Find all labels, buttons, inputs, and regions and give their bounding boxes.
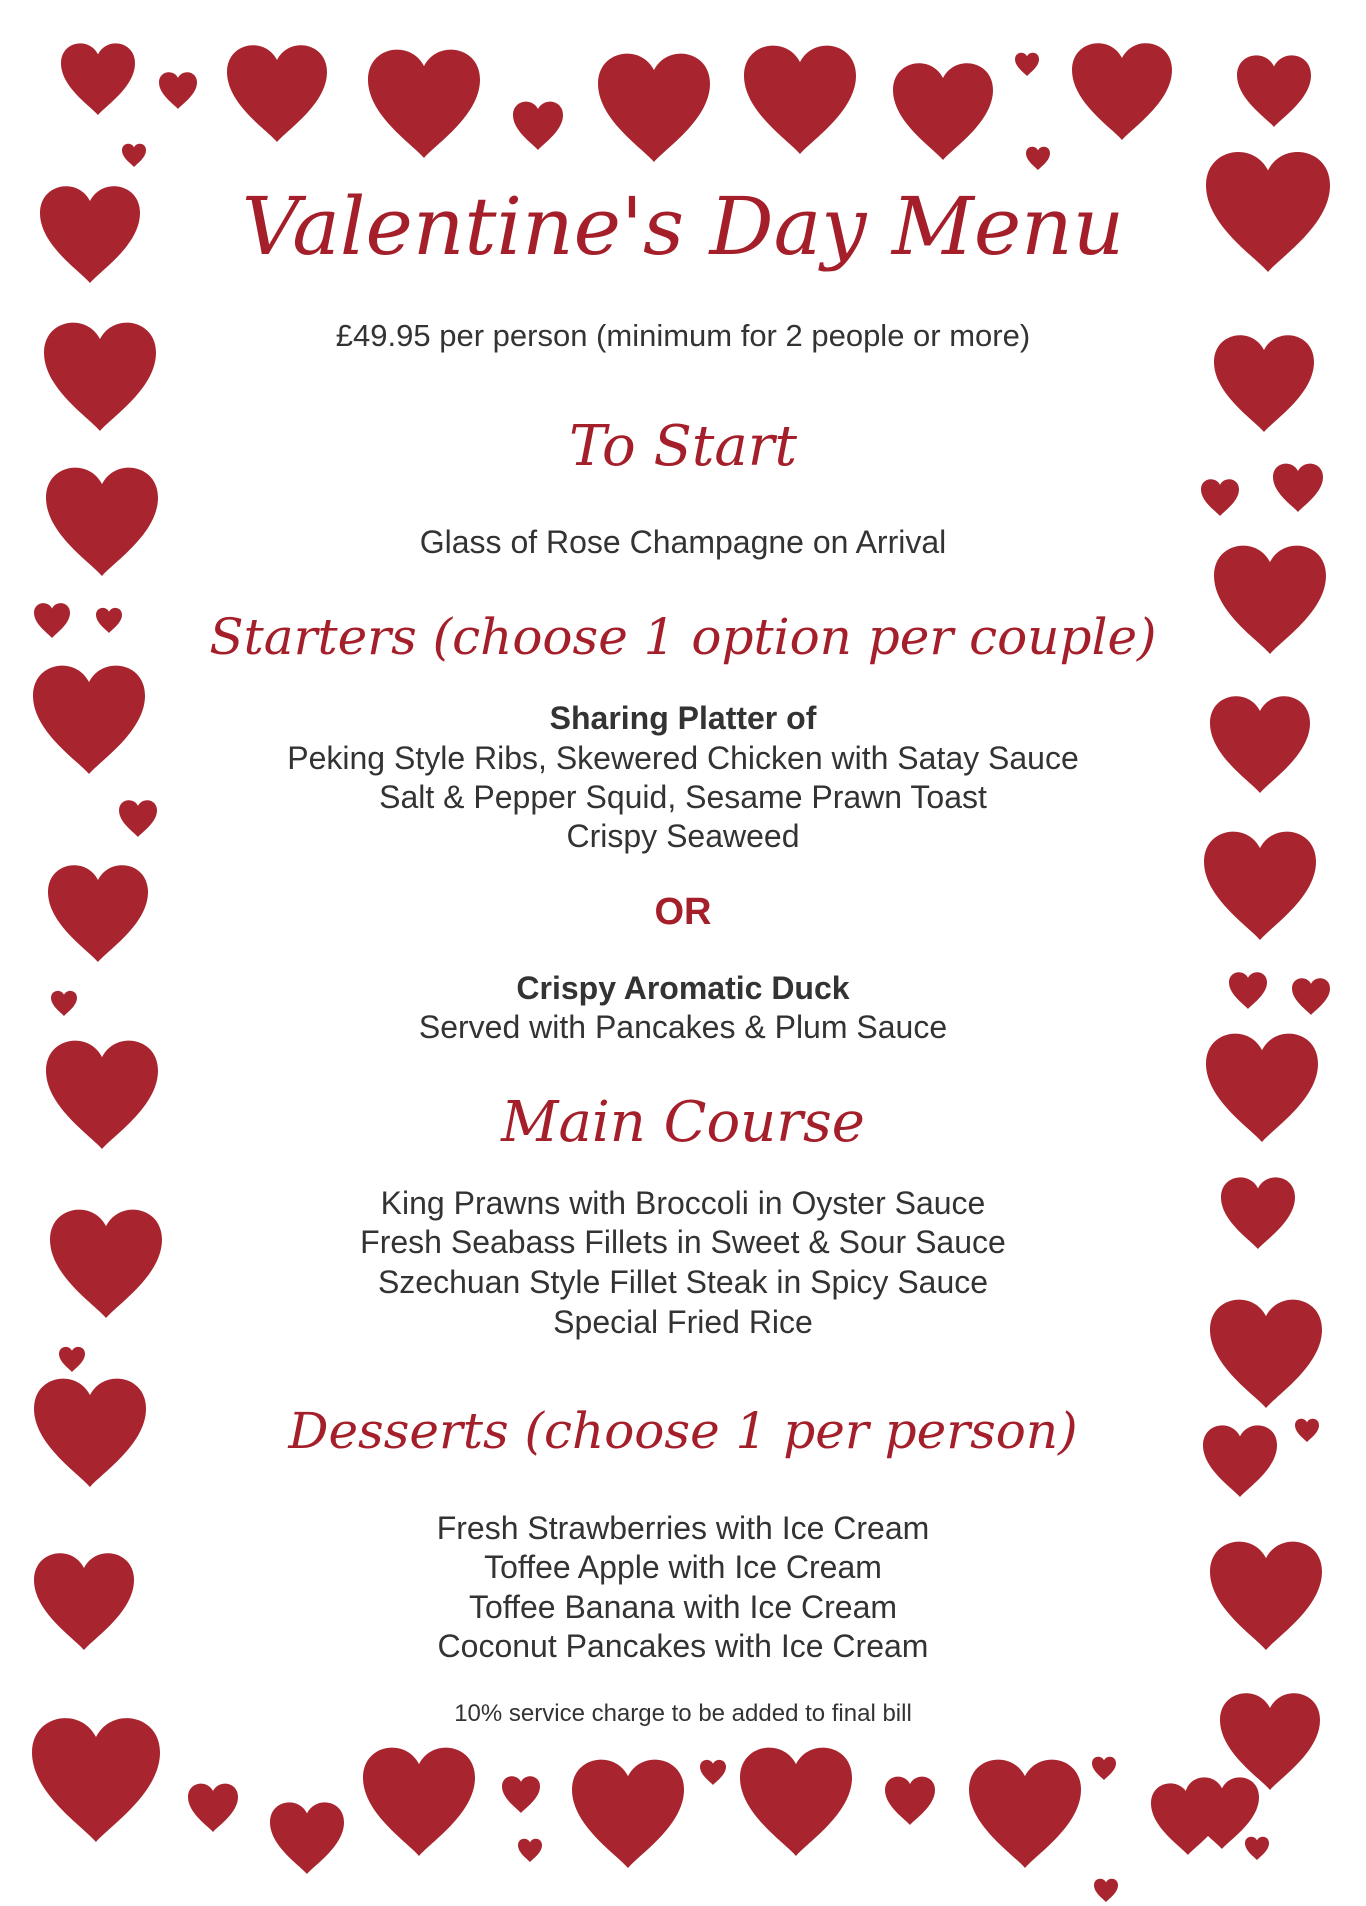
heart-icon [368, 50, 480, 158]
heart-icon [518, 1839, 542, 1862]
heart-icon [1201, 479, 1239, 516]
heart-icon [363, 1748, 475, 1856]
main-course-item: Szechuan Style Fillet Steak in Spicy Sauce [377, 1264, 989, 1300]
starters-option1-title: Sharing Platter of [549, 700, 817, 736]
heart-icon [1094, 1879, 1118, 1902]
service-charge-note: 10% service charge to be added to final bill [454, 1700, 912, 1727]
heart-icon [740, 1748, 852, 1856]
to-start-item: Glass of Rose Champagne on Arrival [419, 524, 947, 560]
dessert-item: Coconut Pancakes with Ice Cream [437, 1628, 929, 1664]
heart-icon [227, 45, 327, 142]
starters-option1-item: Salt & Pepper Squid, Sesame Prawn Toast [379, 779, 987, 815]
main-course-item: Special Fried Rice [553, 1304, 813, 1340]
heart-icon [1245, 1837, 1269, 1860]
menu-title: Valentine's Day Menu [241, 180, 1125, 273]
heart-icon [885, 1777, 935, 1825]
heart-icon [969, 1760, 1081, 1868]
desserts-heading: Desserts (choose 1 per person) [288, 1402, 1078, 1460]
heart-icon [893, 63, 993, 160]
heart-icon [188, 1784, 238, 1832]
to-start-heading: To Start [568, 414, 798, 479]
main-course-item: King Prawns with Broccoli in Oyster Sauce [380, 1185, 986, 1221]
heart-icon [700, 1760, 726, 1785]
starters-heading: Starters (choose 1 option per couple) [209, 608, 1157, 666]
starters-option2-title: Crispy Aromatic Duck [516, 970, 850, 1006]
heart-icon [1026, 147, 1050, 170]
starters-option1-item: Crispy Seaweed [566, 818, 800, 854]
heart-icon [1237, 55, 1311, 127]
heart-icon [159, 72, 197, 109]
main-course-heading: Main Course [501, 1090, 865, 1155]
heart-icon [1072, 43, 1172, 140]
heart-icon [598, 54, 710, 162]
heart-icon [572, 1760, 684, 1868]
heart-icon [270, 1802, 344, 1874]
main-course-item: Fresh Seabass Fillets in Sweet & Sour Sauce [360, 1224, 1006, 1260]
dessert-item: Fresh Strawberries with Ice Cream [436, 1510, 930, 1546]
or-separator: OR [654, 891, 712, 933]
starters-option1-item: Peking Style Ribs, Skewered Chicken with Satay Sauce [287, 740, 1079, 776]
heart-icon [59, 1347, 85, 1372]
heart-icon [61, 43, 135, 115]
heart-icon [32, 1718, 160, 1842]
heart-icon [502, 1776, 540, 1813]
price-line: £49.95 per person (minimum for 2 people or more) [335, 318, 1031, 353]
heart-icon [1092, 1757, 1116, 1780]
heart-icon [513, 102, 563, 150]
starters-option2-item: Served with Pancakes & Plum Sauce [418, 1009, 948, 1045]
heart-icon [122, 144, 146, 167]
heart-icon [1015, 53, 1039, 76]
heart-icon [744, 46, 856, 154]
dessert-item: Toffee Banana with Ice Cream [468, 1589, 898, 1625]
dessert-item: Toffee Apple with Ice Cream [484, 1549, 882, 1585]
